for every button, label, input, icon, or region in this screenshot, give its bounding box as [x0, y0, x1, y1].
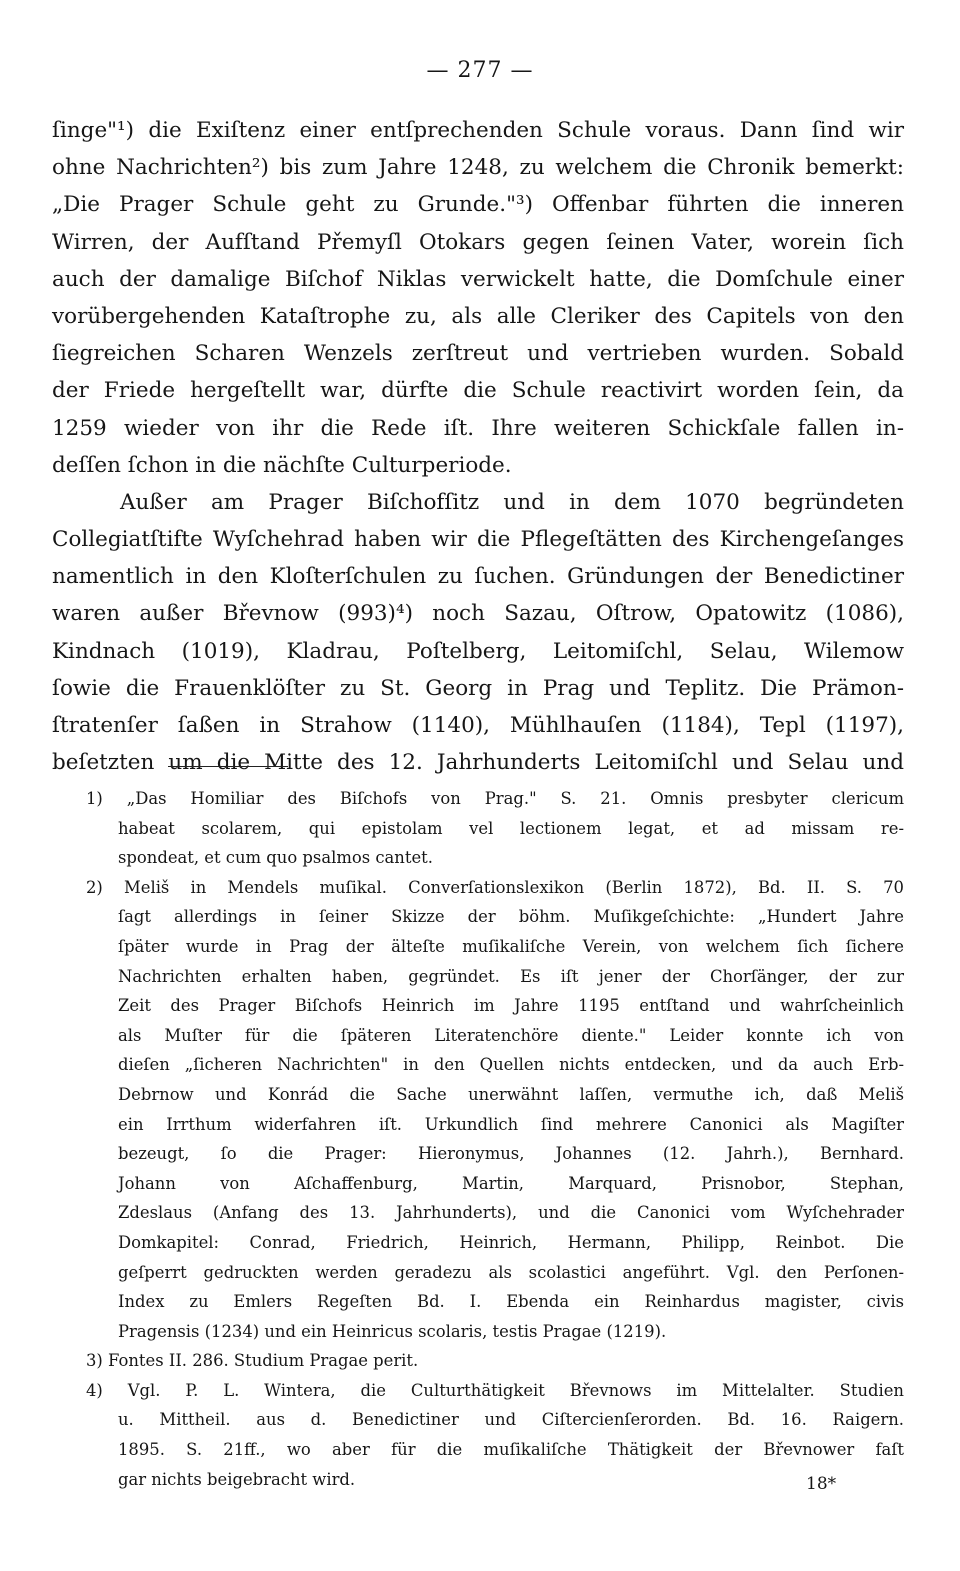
footnote-line: spondeat, et cum quo psalmos cantet.	[118, 848, 433, 868]
text-line: Kindnach (1019), Kladrau, Poſtelberg, Leitomiſchl, Selau, Wilemow	[52, 638, 904, 664]
text-line: ſowie die Frauenklöſter zu St. Georg in Prag und Teplitz. Die Prämon-	[52, 675, 904, 701]
text-line: auch der damalige Biſchof Niklas verwickelt hatte, die Domſchule einer	[52, 266, 904, 292]
footnote-line: 2) Meliš in Mendels muſikal. Converſationslexikon (Berlin 1872), Bd. II. S. 70	[86, 877, 904, 897]
footnote-line: als Muſter für die ſpäteren Literatenchöre diente." Leider konnte ich von	[118, 1025, 904, 1045]
signature-mark: 18*	[806, 1474, 837, 1494]
footnote-line: 1895. S. 21ff., wo aber für die muſikaliſche Thätigkeit der Břevnower faſt	[118, 1440, 904, 1460]
footnotes	[86, 784, 904, 1494]
text-line: deſſen ſchon in die nächſte Culturperiode.	[52, 452, 512, 478]
footnote-line: habeat scolarem, qui epistolam vel lectionem legat, et ad missam re-	[118, 818, 904, 838]
footnote-line: Debrnow und Konrád die Sache unerwähnt laſſen, vermuthe ich, daß Meliš	[118, 1084, 904, 1104]
footnote-line: dieſen „ſicheren Nachrichten" in den Quellen nichts entdecken, und da auch Erb-	[118, 1055, 904, 1075]
text-line: vorübergehenden Kataſtrophe zu, als alle Cleriker des Capitels von den	[52, 303, 904, 329]
footnote-line: Index zu Emlers Regeſten Bd. I. Ebenda ein Reinhardus magister, civis	[118, 1292, 904, 1312]
footnote-line: 3) Fontes II. 286. Studium Pragae perit.	[86, 1351, 419, 1371]
footnote-line: u. Mittheil. aus d. Benedictiner und Ciſtercienſerorden. Bd. 16. Raigern.	[118, 1410, 904, 1430]
main-text	[52, 112, 904, 781]
text-line: waren außer Břevnow (993)⁴) noch Sazau, Oſtrow, Opatowitz (1086),	[52, 601, 904, 627]
text-line: Außer am Prager Biſchofſitz und in dem 1070 begründeten	[120, 489, 904, 515]
text-line: Wirren, der Aufſtand Přemyſl Otokars gegen ſeinen Vater, worein ſich	[52, 229, 904, 255]
text-line: der Friede hergeſtellt war, dürfte die Schule reactivirt worden ſein, da	[52, 378, 904, 404]
text-line: 1259 wieder von ihr die Rede iſt. Ihre weiteren Schickſale fallen in-	[52, 415, 904, 441]
text-line: beſetzten um die Mitte des 12. Jahrhunderts Leitomiſchl und Selau und	[52, 750, 904, 776]
text-line: namentlich in den Kloſterſchulen zu ſuchen. Gründungen der Benedictiner	[52, 564, 904, 590]
footnote-line: Zeit des Prager Biſchofs Heinrich im Jahre 1195 entſtand und wahrſcheinlich	[118, 996, 904, 1016]
footnote-line: 4) Vgl. P. L. Wintera, die Culturthätigkeit Břevnows im Mittelalter. Studien	[86, 1380, 904, 1400]
text-line: ſinge"¹) die Exiſtenz einer entſprechenden Schule voraus. Dann ſind wir	[52, 118, 904, 143]
text-line: Collegiatſtifte Wyſchehrad haben wir die Pflegeſtätten des Kirchengeſanges	[52, 527, 904, 553]
page-number: — 277 —	[426, 58, 534, 83]
footnote-line: ſpäter wurde in Prag der älteſte muſikaliſche Verein, von welchem ſich ſichere	[118, 936, 904, 956]
text-line: „Die Prager Schule geht zu Grunde."³) Offenbar führten die inneren	[52, 192, 904, 218]
footnote-line: geſperrt gedruckten werden geradezu als scolastici angeführt. Vgl. den Perſonen-	[118, 1262, 904, 1282]
footnote-line: Domkapitel: Conrad, Friedrich, Heinrich, Hermann, Philipp, Reinbot. Die	[118, 1232, 904, 1252]
footnote-line: bezeugt, ſo die Prager: Hieronymus, Johannes (12. Jahrh.), Bernhard.	[118, 1144, 904, 1164]
text-line: ſiegreichen Scharen Wenzels zerſtreut und vertrieben wurden. Sobald	[52, 341, 904, 367]
footnote-line: Zdeslaus (Anfang des 13. Jahrhunderts), und die Canonici vom Wyſchehrader	[118, 1203, 904, 1223]
footnote-line: 1) „Das Homiliar des Biſchofs von Prag." S. 21. Omnis presbyter clericum	[86, 789, 904, 808]
footnote-line: ein Irrthum widerfahren iſt. Urkundlich ſind mehrere Canonici als Magiſter	[118, 1114, 904, 1134]
footnote-line: gar nichts beigebracht wird.	[118, 1469, 356, 1489]
footnote-line: Johann von Aſchaffenburg, Martin, Marquard, Prisnobor, Stephan,	[118, 1173, 904, 1193]
footnote-line: Nachrichten erhalten haben, gegründet. Es iſt jener der Chorſänger, der zur	[118, 966, 904, 986]
text-line: ſtratenſer ſaßen in Strahow (1140), Mühlhauſen (1184), Tepl (1197),	[52, 713, 904, 738]
footnote-divider	[168, 766, 288, 767]
text-line: ohne Nachrichten²) bis zum Jahre 1248, zu welchem die Chronik bemerkt:	[52, 155, 904, 181]
footnote-line: ſagt allerdings in ſeiner Skizze der böhm. Muſikgeſchichte: „Hundert Jahre	[118, 907, 904, 927]
footnote-line: Pragensis (1234) und ein Heinricus scolaris, testis Pragae (1219).	[118, 1321, 667, 1341]
